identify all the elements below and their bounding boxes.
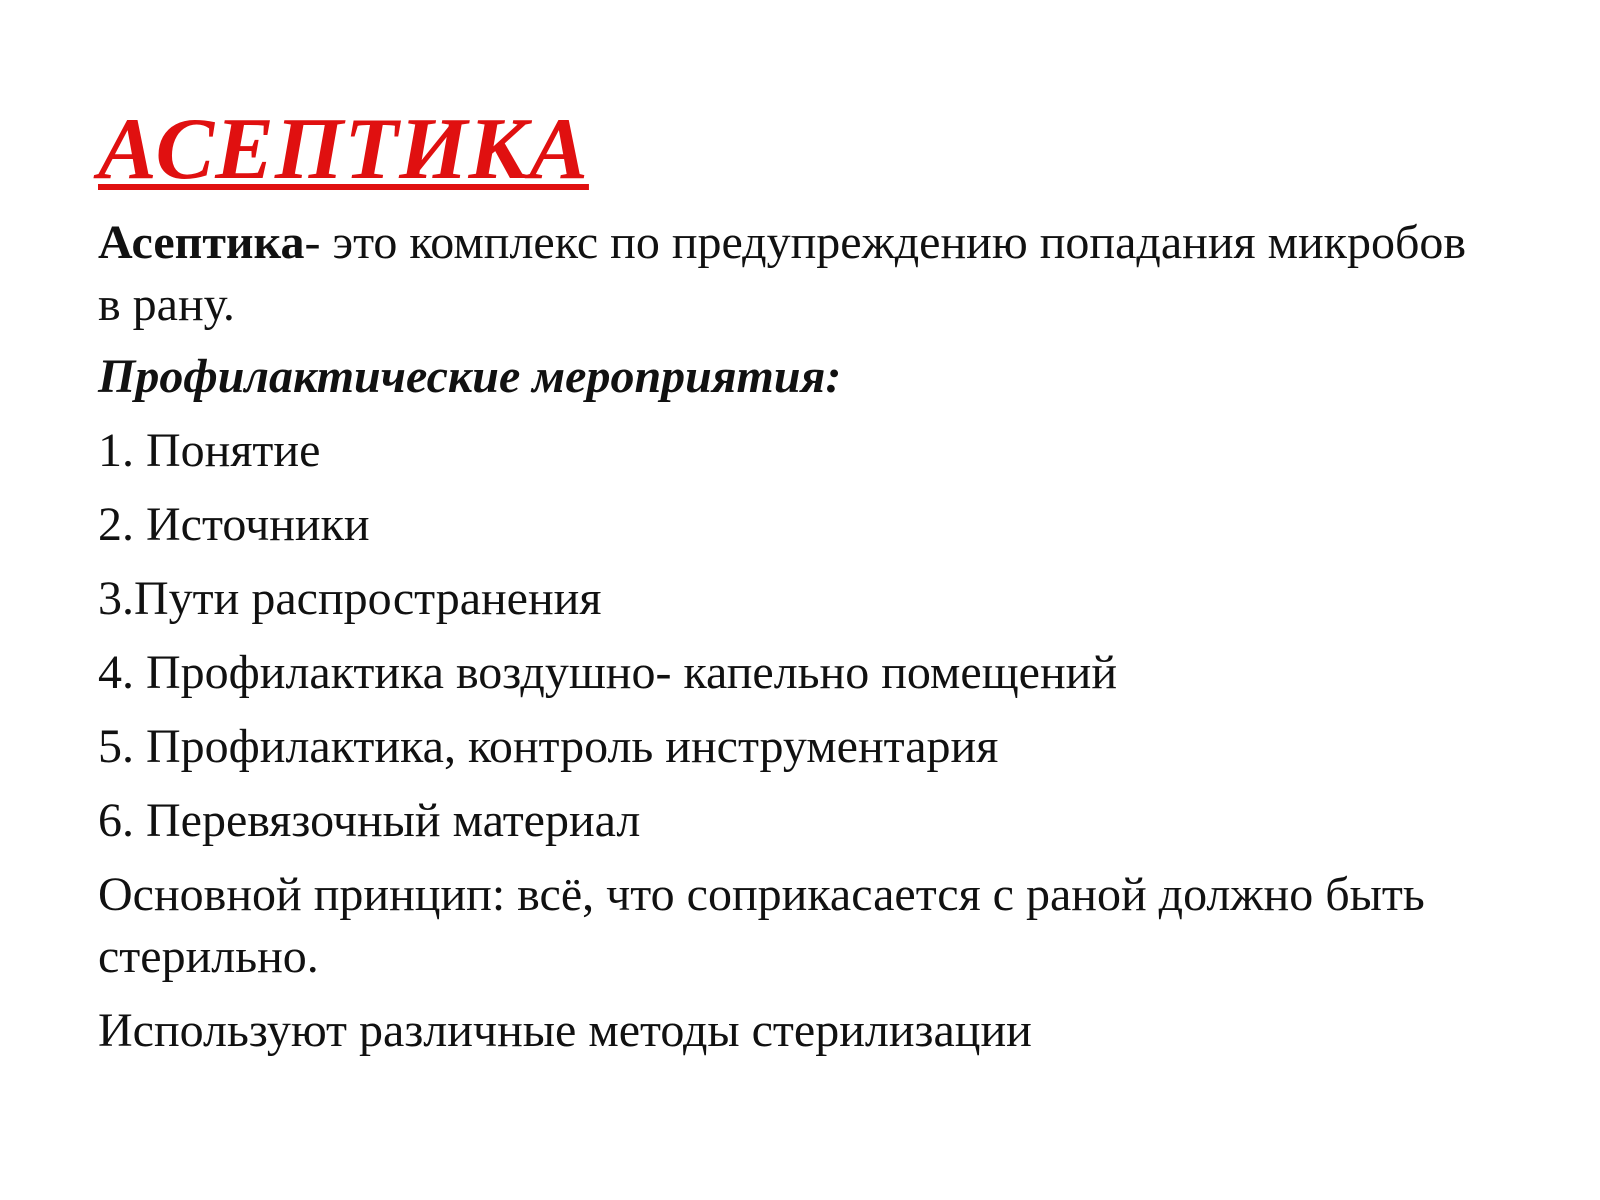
- measures-heading: Профилактические мероприятия:: [98, 350, 842, 403]
- definition-text: - это комплекс по предупреждению попадания микробов в рану.: [98, 216, 1467, 331]
- list-item: 1. Понятие: [98, 424, 321, 477]
- slide-title: АСЕПТИКА: [98, 101, 589, 198]
- definition-paragraph: [98, 212, 1480, 336]
- list-item: 5. Профилактика, контроль инструментария: [98, 720, 999, 773]
- list-item: 4. Профилактика воздушно- капельно помещений: [98, 646, 1118, 699]
- slide-content: [98, 212, 1480, 1062]
- list-item: 3.Пути распространения: [98, 572, 602, 625]
- sterilization-methods: Используют различные методы стерилизации: [98, 1004, 1032, 1057]
- main-principle: Основной принцип: всё, что соприкасается с раной должно быть стерильно.: [98, 868, 1425, 983]
- list-item: 6. Перевязочный материал: [98, 794, 641, 847]
- measures-list: [98, 420, 1480, 852]
- definition-term: Асептика: [98, 216, 305, 269]
- list-item: 2. Источники: [98, 498, 370, 551]
